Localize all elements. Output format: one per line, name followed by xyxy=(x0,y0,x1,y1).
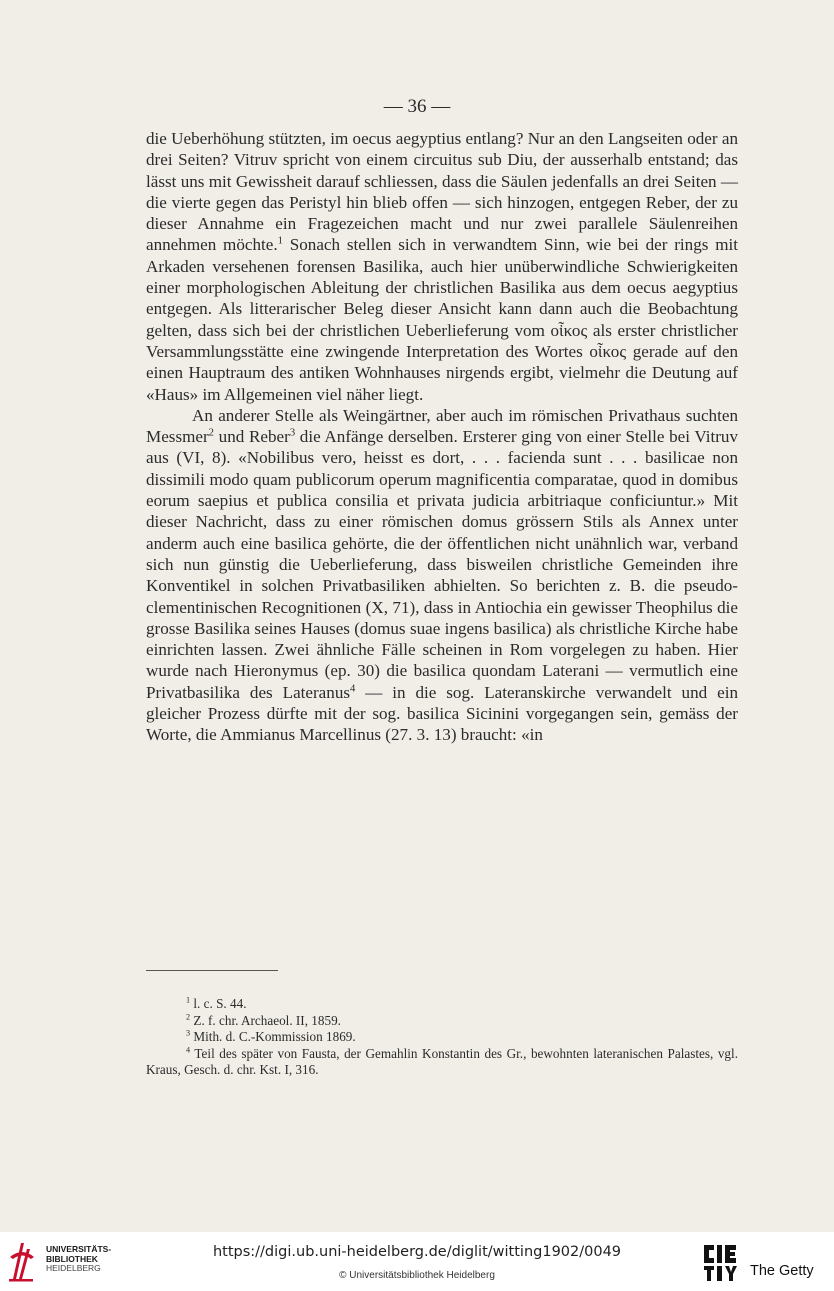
sponsor-name[interactable]: The Getty xyxy=(750,1263,814,1279)
footnote-number: 2 xyxy=(186,1012,191,1022)
footnote-text: Z. f. chr. Archaeol. II, 1859. xyxy=(190,1012,341,1028)
footnote-ref: 1 xyxy=(277,235,283,247)
footnote xyxy=(146,1046,738,1079)
footnotes xyxy=(146,996,738,1079)
footnote-ref: 4 xyxy=(350,683,356,695)
footnote-text: Mith. d. C.-Kommission 1869. xyxy=(190,1029,356,1044)
footnote-ref: 2 xyxy=(208,427,214,439)
footnote-number: 3 xyxy=(186,1028,191,1038)
text-segment: An anderer Stelle als Weingärtner, aber auch im römischen Privathaus suchten Messmer xyxy=(146,405,738,447)
footnote-text: l. c. S. 44. xyxy=(190,996,247,1011)
paragraph-1 xyxy=(146,128,738,405)
paragraph-2 xyxy=(146,405,738,746)
footnote xyxy=(146,996,738,1013)
getty-logo-icon[interactable] xyxy=(700,1241,740,1283)
footnote xyxy=(146,1029,738,1046)
footnote-text: Teil des später von Fausta, der Gemahlin Konstantin des Gr., bewohnten lateranischen Palastes, vgl. Kraus, Gesch. d. chr. Kst. I, 316. xyxy=(146,1045,738,1077)
body-text xyxy=(146,128,738,746)
footnote xyxy=(146,1013,738,1030)
text-segment: — in die sog. Lateranskirche verwandelt und ein gleicher Prozess dürfte mit der sog. basilica Sicinini vorgegangen sein, gemäss der Worte, die Ammianus Marcellinus (27. 3. 13) braucht: «in xyxy=(146,682,738,745)
text-segment: und Reber xyxy=(213,427,290,447)
library-name[interactable]: UNIVERSITÄTS- BIBLIOTHEK HEIDELBERG xyxy=(46,1244,112,1273)
footnote-number: 1 xyxy=(186,995,191,1005)
copyright-notice: © Universitätsbibliothek Heidelberg xyxy=(339,1270,495,1281)
footnote-divider xyxy=(146,970,278,971)
footnote-ref: 3 xyxy=(289,427,296,439)
permalink-url[interactable]: https://digi.ub.uni-heidelberg.de/diglit/witting1902/0049 xyxy=(212,1244,622,1260)
text-segment: die Anfänge derselben. Ersterer ging von einer Stelle bei Vitruv aus (VI, 8). «Nobilibus vero, heisst es dort, . . . facienda sunt . . . basilicae non dissimili modo quam publicorum operum magnificentia comparatae, quod in domibus eorum saepius et publica consilia et privata judicia arbitriaque conficiuntur.» Mit dieser Nachricht, dass zu einer römischen domus grössern Stils als Annex unter anderm auch eine basilica gehörte, die der öffentlichen nicht unähnlich war, verband sich nun günstig die Ueberlieferung, dass bisweilen christliche Gemeinden ihre Konventikel in solchen Privatbasiliken abhielten. So berichten z. B. die pseudo-clementinischen Recognitionen (X, 71), dass in Antiochia ein gewisser Theophilus die grosse Basilika seines Hauses (domus suae ingens basilica) als christliche Kirche habe einrichten lassen. Zwei ähnliche Fälle scheinen in Rom vorgelegen zu haben. Hier wurde nach Hieronymus (ep. 30) die basilica quondam Laterani — vermutlich eine Privatbasilika des Lateranus xyxy=(146,427,738,702)
text-segment: die Ueberhöhung stützten, im oecus aegyptius entlang? Nur an den Langseiten oder an drei Seiten? Vitruv spricht von einem circuitus sub Diu, der ausserhalb entstand; das lässt uns mit Gewissheit darauf schliessen, dass die Säulen jedenfalls an drei Seiten — die vierte gegen das Peristyl hin blieb offen — sich hinzogen, entgegen Reber, der zu dieser Annahme ein Fragezeichen macht und nur zwei parallele Säulenreihen annehmen möchte. xyxy=(146,129,738,255)
page-number: — 36 — xyxy=(383,96,451,117)
text-segment: Sonach stellen sich in verwandtem Sinn, wie bei der rings mit Arkaden versehenen forensen Basilika, auch hier unüberwindliche Schwierigkeiten einer morphologischen Ableitung der christlichen Basilika aus dem oecus aegyptius entgegen. Als litterarischer Beleg dieser Ansicht kann dann auch die Beobachtung gelten, dass sich bei der christlichen Ueberlieferung vom οἶκος als erster christlicher Versammlungsstätte eine zwingende Interpretation des Wortes οἶκος gerade auf den einen Hauptraum des antiken Wohnhauses nirgends ergibt, vielmehr die Deutung auf «Haus» im Allgemeinen viel näher liegt. xyxy=(146,235,738,404)
footnote-number: 4 xyxy=(186,1045,191,1055)
